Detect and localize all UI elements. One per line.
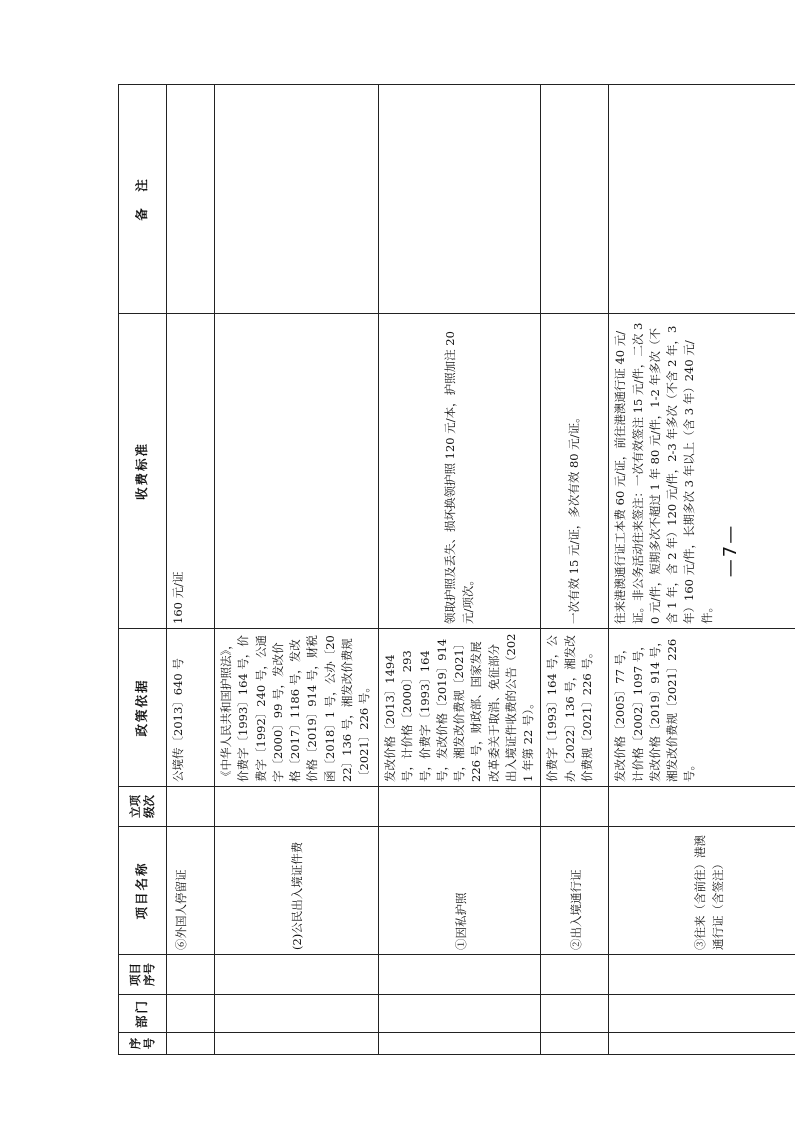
- header-standard: 收费标准: [119, 314, 167, 629]
- seq-cell: [379, 1033, 541, 1055]
- header-seq: 序号: [119, 1033, 167, 1055]
- remarks-cell: [541, 85, 609, 314]
- page-number: —7—: [720, 523, 742, 578]
- header-item-seq: 项目序号: [119, 955, 167, 995]
- header-basis: 政策依据: [119, 629, 167, 787]
- item-name-cell: (2)公民出入境证件费: [215, 827, 379, 955]
- header-row: [119, 85, 167, 1055]
- item-name-cell: ⑥外国人停留证: [167, 827, 215, 955]
- level-cell: [215, 787, 379, 827]
- standard-cell: 往来港澳通行证工本费 60 元/证，前往港澳通行证 40 元/证。非公务活动往来签注：一次有效签注 15 元/件，二次 30 元/件，短期多次不超过 1 年 80 元/件，1-2 年多次（不含 1 年，含 2 年）120 元/件，2-3 年多次（不含 2 年，3 年）160 元/件，长期多次 3 年以上（含 3 年）240 元/件。: [609, 314, 795, 629]
- table-row: [609, 85, 795, 1055]
- rotated-page: [118, 85, 795, 1055]
- standard-cell: 一次有效 15 元/证，多次有效 80 元/证。: [541, 314, 609, 629]
- header-level: 立项级次: [119, 787, 167, 827]
- fee-table: [118, 84, 795, 1055]
- level-cell: [609, 787, 795, 827]
- seq-cell: [167, 1033, 215, 1055]
- dept-cell: [609, 995, 795, 1033]
- table-row: [541, 85, 609, 1055]
- item-seq-cell: [215, 955, 379, 995]
- basis-cell: 发改价格〔2005〕77 号，计价格〔2002〕1097 号，发改价格〔2019〕914 号，湘发改价费规〔2021〕226 号。: [609, 629, 795, 787]
- remarks-cell: [379, 85, 541, 314]
- basis-cell: 公境传〔2013〕640 号: [167, 629, 215, 787]
- table-row: [215, 85, 379, 1055]
- table-row: [379, 85, 541, 1055]
- standard-cell: [215, 314, 379, 629]
- item-seq-cell: [609, 955, 795, 995]
- level-cell: [541, 787, 609, 827]
- dept-cell: [167, 995, 215, 1033]
- basis-cell: 价费字〔1993〕164 号，公办〔2022〕136 号，湘发改价费规〔2021〕226 号。: [541, 629, 609, 787]
- seq-cell: [541, 1033, 609, 1055]
- dept-cell: [379, 995, 541, 1033]
- dept-cell: [215, 995, 379, 1033]
- level-cell: [379, 787, 541, 827]
- table-row: [167, 85, 215, 1055]
- item-name-cell: ①因私护照: [379, 827, 541, 955]
- seq-cell: [609, 1033, 795, 1055]
- standard-cell: 领取护照及丢失、损坏换领护照 120 元/本，护照加注 20 元/项次。: [379, 314, 541, 629]
- item-seq-cell: [379, 955, 541, 995]
- seq-cell: [215, 1033, 379, 1055]
- remarks-cell: [609, 85, 795, 314]
- header-item-name: 项目名称: [119, 827, 167, 955]
- remarks-cell: [167, 85, 215, 314]
- basis-cell: 发改价格〔2013〕1494 号，计价格〔2000〕293 号，价费字〔1993〕164 号，发改价格〔2019〕914 号，湘发改价费规〔2021〕226 号，财政部、国家发展改革委关于取消、免征部分出入境证件收费的公告（2021 年第 22 号）。: [379, 629, 541, 787]
- header-dept: 部门: [119, 995, 167, 1033]
- dept-cell: [541, 995, 609, 1033]
- basis-cell: 《中华人民共和国护照法》，价费字〔1993〕164 号，价费字〔1992〕240 号，公通字〔2000〕99 号，发改价格〔2017〕1186 号，发改价格〔2019〕914 号，财税函〔2018〕1 号，公办〔2022〕136 号，湘发改价费规〔2021〕226 号。: [215, 629, 379, 787]
- item-seq-cell: [541, 955, 609, 995]
- header-remarks: 备 注: [119, 85, 167, 314]
- item-seq-cell: [167, 955, 215, 995]
- item-name-cell: ③往来（含前往）港澳通行证（含签注）: [609, 827, 795, 955]
- standard-cell: 160 元/证: [167, 314, 215, 629]
- remarks-cell: [215, 85, 379, 314]
- item-name-cell: ②出入境通行证: [541, 827, 609, 955]
- level-cell: [167, 787, 215, 827]
